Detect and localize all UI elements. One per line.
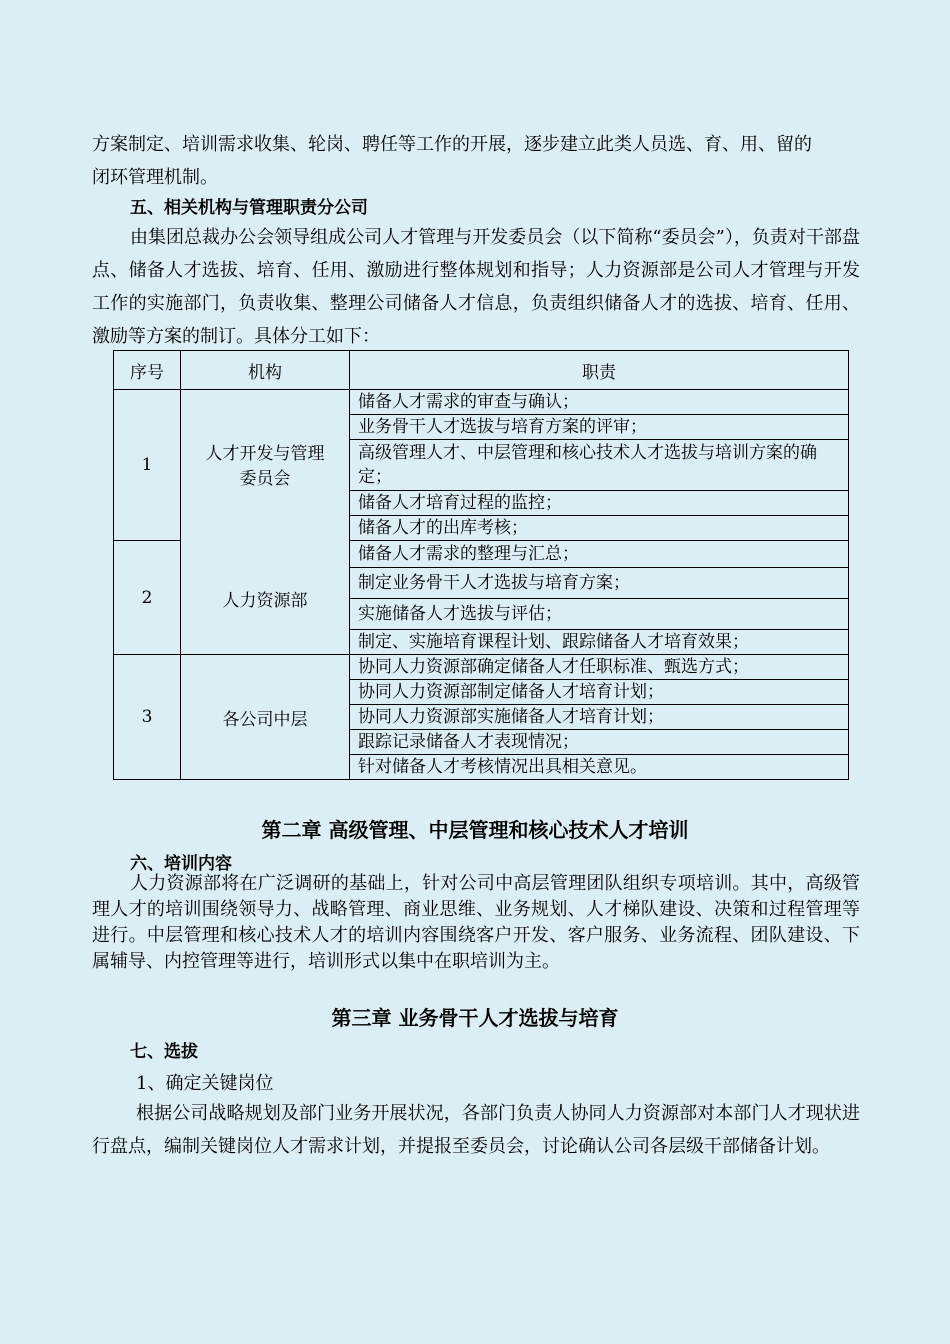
org-name: 人力资源部 — [222, 591, 308, 611]
duty-cell: 实施储备人才选拔与评估； — [350, 599, 849, 630]
duty-cell: 针对储备人才考核情况出具相关意见。 — [350, 755, 849, 780]
duty-cell: 储备人才的出库考核； — [350, 516, 849, 541]
duty-cell: 协同人力资源部实施储备人才培育计划； — [350, 705, 849, 730]
duty-cell: 制定、实施培育课程计划、跟踪储备人才培育效果； — [350, 630, 849, 655]
table-header-row — [114, 351, 849, 390]
row-no: 2 — [114, 541, 181, 655]
intro-paragraph — [92, 128, 860, 194]
header-no: 序号 — [114, 351, 181, 390]
subsection-1-title: 1、确定关键岗位 — [136, 1073, 274, 1094]
row-no: 1 — [114, 390, 181, 541]
section-6-heading: 六、培训内容 — [130, 854, 232, 874]
duty-cell: 储备人才需求的审查与确认； — [350, 390, 849, 415]
chapter-3-title: 第三章 业务骨干人才选拔与培育 — [331, 1006, 619, 1030]
duty-cell: 跟踪记录储备人才表现情况； — [350, 730, 849, 755]
duty-cell: 储备人才需求的整理与汇总； — [350, 541, 849, 568]
section-7-heading: 七、选拔 — [130, 1042, 198, 1062]
header-org: 机构 — [181, 351, 350, 390]
header-duty: 职责 — [350, 351, 849, 390]
row-no: 3 — [114, 655, 181, 780]
org-name: 各公司中层 — [181, 655, 350, 780]
org-name: 人才开发与管理委员会 — [205, 443, 325, 489]
duty-cell: 协同人力资源部确定储备人才任职标准、甄选方式； — [350, 655, 849, 680]
intro-line-1: 方案制定、培训需求收集、轮岗、聘任等工作的开展，逐步建立此类人员选、育、用、留的 — [92, 134, 812, 155]
section-6-body: 人力资源部将在广泛调研的基础上，针对公司中高层管理团队组织专项培训。其中，高级管理人才的培训围绕领导力、战略管理、商业思维、业务规划、人才梯队建设、决策和过程管理等进行。中层管理和核心技术人才的培训内容围绕客户开发、客户服务、业务流程、团队建设、下属辅导、内控管理等进行，培训形式以集中在职培训为主。 — [92, 873, 860, 972]
duty-cell: 储备人才培育过程的监控； — [350, 491, 849, 516]
table-row — [114, 390, 849, 415]
table-row — [114, 655, 849, 680]
duty-cell: 制定业务骨干人才选拔与培育方案； — [350, 568, 849, 599]
responsibility-table — [113, 350, 849, 780]
duty-cell: 业务骨干人才选拔与培育方案的评审； — [350, 415, 849, 440]
org-column-cell — [181, 390, 350, 655]
duty-cell: 协同人力资源部制定储备人才培育计划； — [350, 680, 849, 705]
chapter-2-title: 第二章 高级管理、中层管理和核心技术人才培训 — [261, 818, 689, 842]
section-5-body: 由集团总裁办公会领导组成公司人才管理与开发委员会（以下简称“委员会”），负责对干部盘点、储备人才选拔、培育、任用、激励进行整体规划和指导；人力资源部是公司人才管理与开发工作的实施部门，负责收集、整理公司储备人才信息，负责组织储备人才的选拔、培育、任用、激励等方案的制订。具体分工如下： — [92, 227, 860, 347]
duty-cell: 高级管理人才、中层管理和核心技术人才选拔与培训方案的确定； — [350, 440, 849, 491]
intro-line-2: 闭环管理机制。 — [92, 167, 218, 188]
section-5-heading: 五、相关机构与管理职责分公司 — [130, 198, 368, 218]
subsection-1-body: 根据公司战略规划及部门业务开展状况，各部门负责人协同人力资源部对本部门人才现状进行盘点，编制关键岗位人才需求计划，并提报至委员会，讨论确认公司各层级干部储备计划。 — [92, 1103, 860, 1157]
